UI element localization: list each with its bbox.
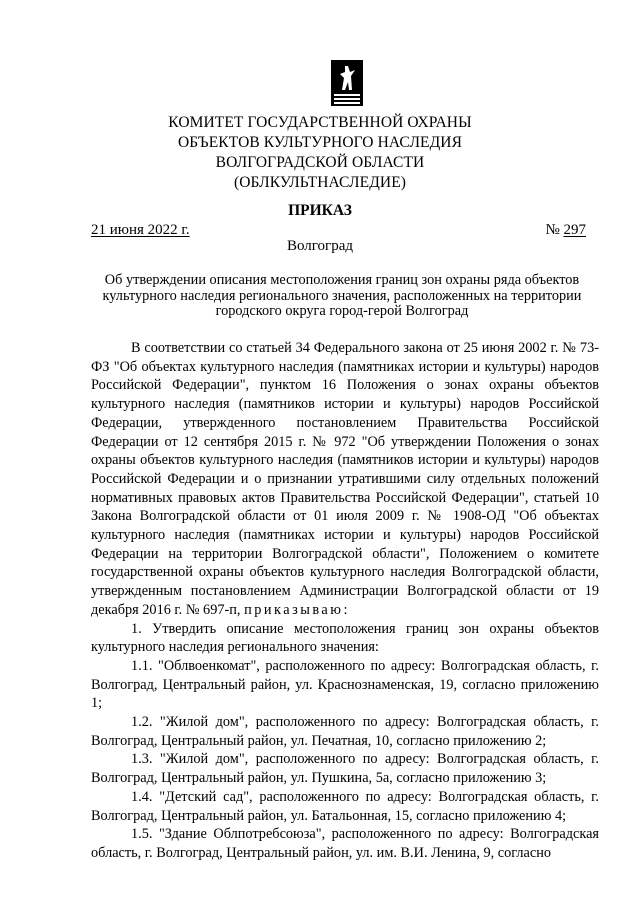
decree-word: приказываю bbox=[244, 601, 344, 618]
order-city: Волгоград bbox=[286, 238, 353, 254]
organization-header bbox=[0, 113, 640, 193]
order-number-prefix: № bbox=[545, 222, 564, 238]
decree-colon: : bbox=[343, 601, 348, 618]
preamble-text: В соответствии со статьей 34 Федерального закона от 25 июня 2002 г. № 73-ФЗ "Об объектах культурного наследия (памятниках истории и культуры) народов Российской Федерации", пунктом 16 Положения о зонах охраны объектов культурного наследия (памятников истории и культуры) народов Российской Федерации, утвержденного постановлением Правительства Российской Федерации от 12 сентября 2015 г. № 972 "Об утверждении Положения о зонах охраны объектов культурного наследия (памятников истории и культуры) народов Российской Федерации и о признании утратившими силу отдельных положений нормативных правовых актов Правительства Российской Федерации", статьей 10 Закона Волгоградской области от 01 июля 2009 г. № 1908-ОД "Об объектах культурного наследия (памятниках истории и культуры) народов Российской Федерации на территории Волгоградской области", Положением о комитете государственной охраны объектов культурного наследия Волгоградской области, утвержденным постановлением Администрации Волгоградской области от 19 декабря 2016 г. № 697-п, bbox=[91, 340, 599, 618]
org-name-line-3: ВОЛГОГРАДСКОЙ ОБЛАСТИ bbox=[215, 154, 425, 171]
org-name-line-2: ОБЪЕКТОВ КУЛЬТУРНОГО НАСЛЕДИЯ bbox=[177, 134, 463, 151]
order-subject: Об утверждении описания местоположения границ зон охраны ряда объектов культурного наследия регионального значения, расположенных на территории городского округа город-герой Волгоград bbox=[102, 272, 582, 319]
item-1-3: 1.3. "Жилой дом", расположенного по адресу: Волгоградская область, г. Волгоград, Центральный район, ул. Пушкина, 5а, согласно приложению 3; bbox=[91, 751, 599, 787]
item-1-1: 1.1. "Облвоенкомат", расположенного по адресу: Волгоградская область, г. Волгоград, Центральный район, ул. Краснознаменская, 19, согласно приложению 1; bbox=[91, 657, 599, 712]
order-body bbox=[91, 339, 599, 863]
org-name-line-1: КОМИТЕТ ГОСУДАРСТВЕННОЙ ОХРАНЫ bbox=[168, 114, 472, 131]
item-1-4: 1.4. "Детский сад", расположенного по адресу: Волгоградская область, г. Волгоград, Центральный район, ул. Батальонная, 15, согласно приложению 4; bbox=[91, 788, 599, 824]
order-number-value: 297 bbox=[563, 222, 586, 238]
preamble-paragraph bbox=[91, 339, 599, 620]
org-short-name: (ОБЛКУЛЬТНАСЛЕДИЕ) bbox=[233, 174, 407, 191]
item-1-5: 1.5. "Здание Облпотребсоюза", расположенного по адресу: Волгоградская область, г. Волгоград, Центральный район, ул. им. В.И. Ленина, 9, согласно bbox=[91, 826, 599, 861]
volgograd-emblem-icon bbox=[331, 60, 363, 106]
item-1-2: 1.2. "Жилой дом", расположенного по адресу: Волгоградская область, г. Волгоград, Центральный район, ул. Печатная, 10, согласно приложению 2; bbox=[91, 714, 599, 749]
item-1: 1. Утвердить описание местоположения границ зон охраны объектов культурного наследия регионального значения: bbox=[91, 620, 599, 656]
order-title: ПРИКАЗ bbox=[288, 202, 352, 219]
order-date: 21 июня 2022 г. bbox=[91, 222, 190, 238]
